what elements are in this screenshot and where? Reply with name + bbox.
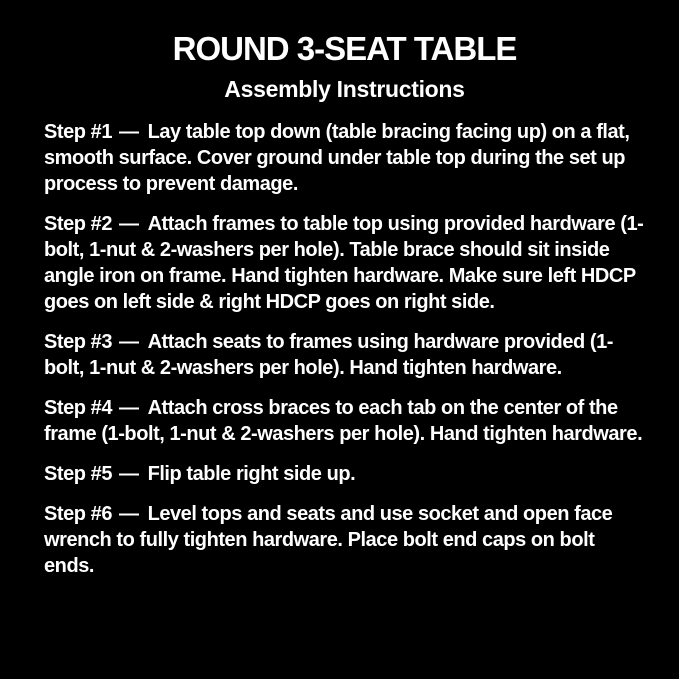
step-3-paragraph xyxy=(44,329,645,381)
step-4-label: Step #4 xyxy=(44,397,112,420)
step-1-paragraph xyxy=(44,119,645,197)
step-3-text: Attach seats to frames using hardware provided (1-bolt, 1-nut & 2-washers per hole). Hand tighten hardware. xyxy=(44,331,613,380)
step-1-text: Lay table top down (table bracing facing up) on a flat, smooth surface. Cover ground under table top during the set up process to prevent damage. xyxy=(44,121,630,196)
step-2-paragraph xyxy=(44,211,645,315)
step-1-label: Step #1 xyxy=(44,121,112,144)
step-2-text: Attach frames to table top using provided hardware (1-bolt, 1-nut & 2-washers per hole). Table brace should sit inside angle iron on frame. Hand tighten hardware. Make sure left HDCP goes on left side & right HDCP goes on right side. xyxy=(44,213,644,314)
step-dash: — xyxy=(119,331,139,354)
page-subtitle: Assembly Instructions xyxy=(224,75,465,102)
step-dash: — xyxy=(119,121,139,144)
step-2-label: Step #2 xyxy=(44,213,112,236)
step-dash: — xyxy=(119,463,139,486)
step-3-label: Step #3 xyxy=(44,331,112,354)
step-6-text: Level tops and seats and use socket and open face wrench to fully tighten hardware. Place bolt end caps on bolt ends. xyxy=(44,503,613,578)
step-5-paragraph xyxy=(44,461,645,487)
step-4-paragraph xyxy=(44,395,645,447)
step-dash: — xyxy=(119,397,139,420)
step-5-label: Step #5 xyxy=(44,463,112,486)
step-dash: — xyxy=(119,503,139,526)
step-5-text: Flip table right side up. xyxy=(147,463,356,486)
page-title: ROUND 3-SEAT TABLE xyxy=(172,30,517,67)
steps-list xyxy=(44,119,645,579)
step-dash: — xyxy=(119,213,139,236)
step-6-label: Step #6 xyxy=(44,503,112,526)
step-6-paragraph xyxy=(44,501,645,579)
step-4-text: Attach cross braces to each tab on the center of the frame (1-bolt, 1-nut & 2-washers per hole). Hand tighten hardware. xyxy=(44,397,643,446)
